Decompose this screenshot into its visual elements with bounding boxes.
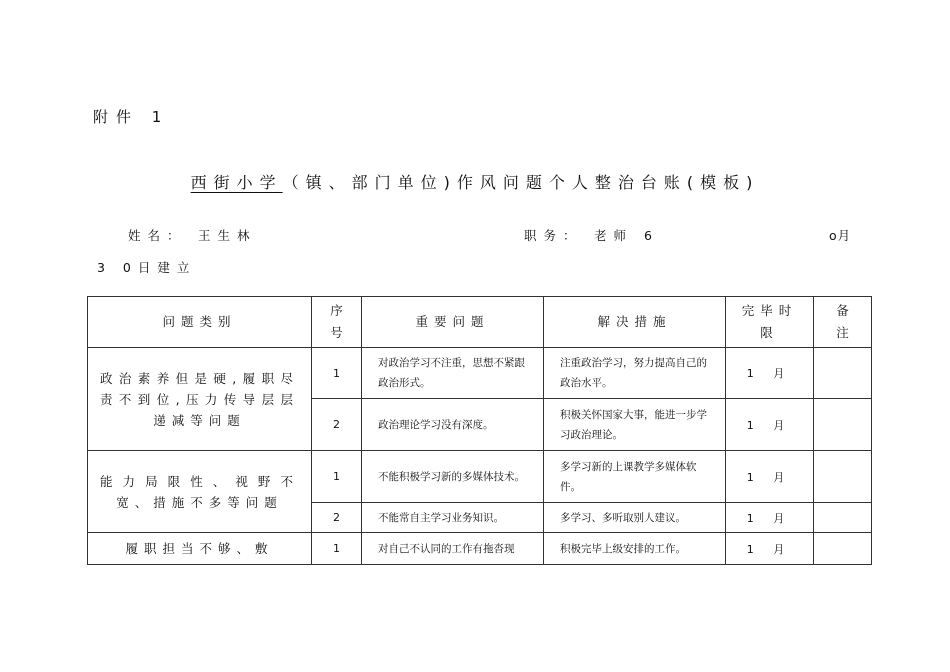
issue-cell: 不能常自主学习业务知识。 <box>362 503 544 533</box>
attachment-label: 附件 1 <box>93 108 170 126</box>
rectification-table <box>87 296 872 565</box>
header-issue: 重要问题 <box>362 297 544 348</box>
seq-cell: 2 <box>312 503 362 533</box>
seq-cell: 2 <box>312 399 362 451</box>
remark-cell <box>814 503 872 533</box>
category-cell: 政治素养但是硬,履职尽责不到位,压力传导层层递减等问题 <box>88 348 312 451</box>
deadline-cell: 1 月 <box>726 451 814 503</box>
position-label: 职务： <box>524 228 583 243</box>
issue-cell: 对政治学习不注重，思想不紧跟政治形式。 <box>362 348 544 399</box>
seq-cell: 1 <box>312 533 362 565</box>
table-header-row <box>88 297 872 348</box>
header-solution: 解决措施 <box>544 297 726 348</box>
table-row <box>88 348 872 399</box>
remark-cell <box>814 451 872 503</box>
solution-cell: 多学习、多听取别人建议。 <box>544 503 726 533</box>
issue-cell: 不能积极学习新的多媒体技术。 <box>362 451 544 503</box>
issue-cell: 政治理论学习没有深度。 <box>362 399 544 451</box>
deadline-cell: 1 月 <box>726 503 814 533</box>
date-line: 3 0日建立 <box>97 260 197 275</box>
position-value: 老师 6 <box>594 228 659 243</box>
deadline-cell: 1 月 <box>726 399 814 451</box>
category-cell: 能力局限性、视野不宽、措施不多等问题 <box>88 451 312 533</box>
header-remark: 备注 <box>814 297 872 348</box>
solution-cell: 注重政治学习，努力提高自己的政治水平。 <box>544 348 726 399</box>
remark-cell <box>814 399 872 451</box>
document-title <box>0 170 950 193</box>
name-value: 王生林 <box>198 228 257 243</box>
title-school-name: 西街小学 <box>190 173 283 192</box>
month-label: ο月 <box>829 228 852 243</box>
remark-cell <box>814 533 872 565</box>
deadline-cell: 1 月 <box>726 533 814 565</box>
deadline-cell: 1 月 <box>726 348 814 399</box>
table-row <box>88 451 872 503</box>
issue-cell: 对自己不认同的工作有拖沓现 <box>362 533 544 565</box>
title-rest: （镇、部门单位)作风问题个人整治台账(模板) <box>282 173 760 192</box>
table-row <box>88 533 872 565</box>
seq-cell: 1 <box>312 348 362 399</box>
header-seq: 序号 <box>312 297 362 348</box>
header-deadline: 完毕时限 <box>726 297 814 348</box>
solution-cell: 积极关怀国家大事，能进一步学习政治理论。 <box>544 399 726 451</box>
solution-cell: 积极完毕上级安排的工作。 <box>544 533 726 565</box>
name-label: 姓名： <box>128 228 187 243</box>
seq-cell: 1 <box>312 451 362 503</box>
header-category: 问题类别 <box>88 297 312 348</box>
solution-cell: 多学习新的上课教学多媒体软件。 <box>544 451 726 503</box>
category-cell: 履职担当不够、敷 <box>88 533 312 565</box>
remark-cell <box>814 348 872 399</box>
